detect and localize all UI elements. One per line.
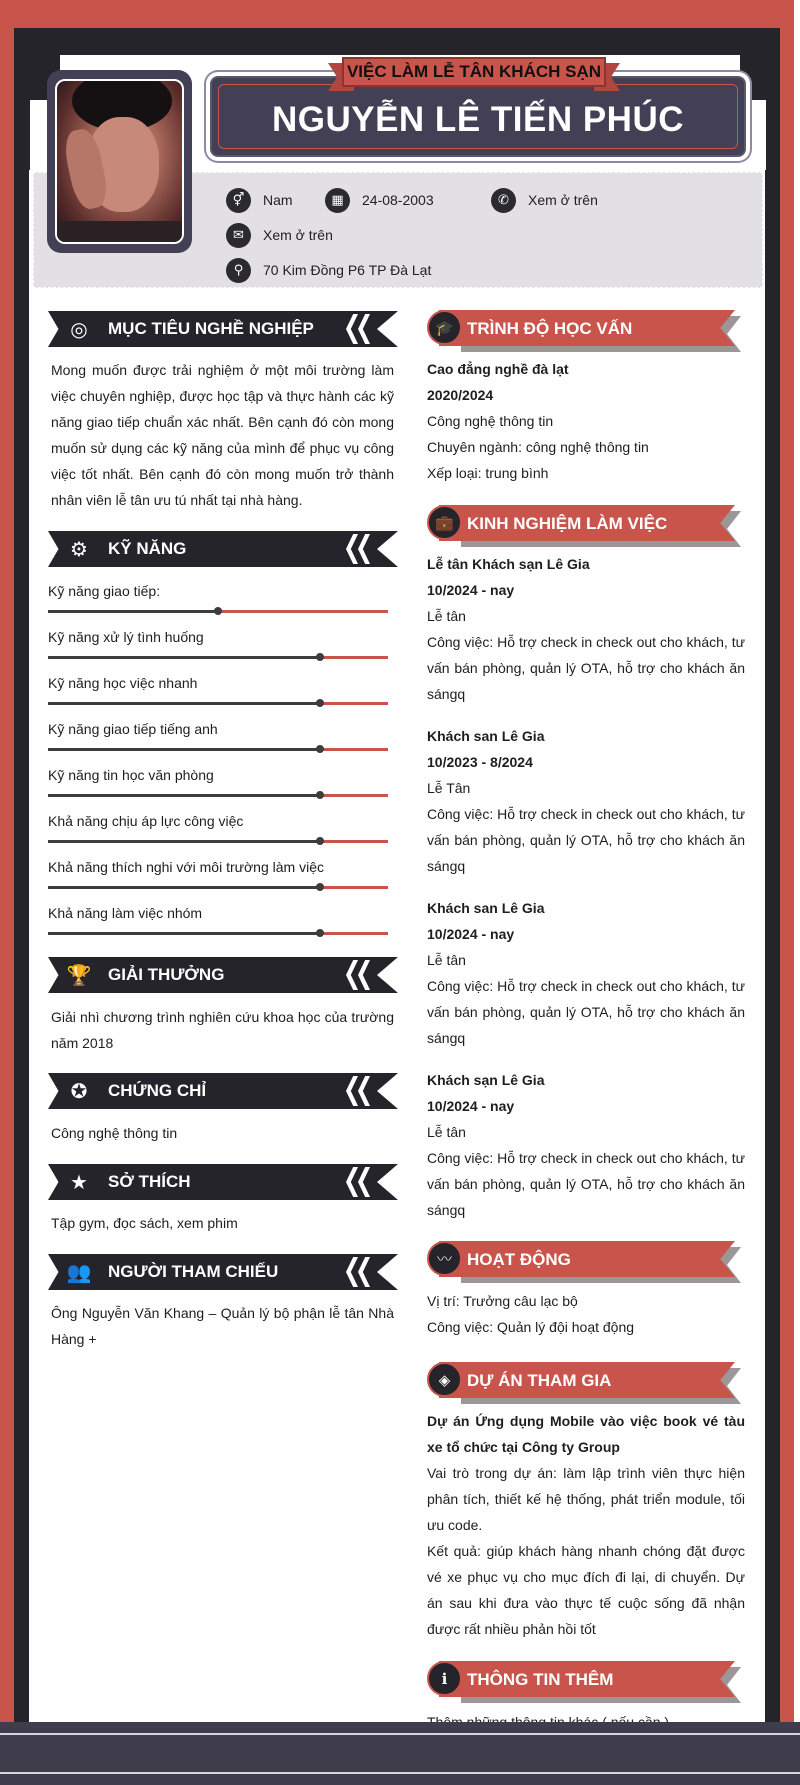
info-email	[226, 222, 333, 248]
briefcase-icon: 💼	[427, 505, 462, 540]
certificates-text: Công nghệ thông tin	[51, 1125, 178, 1141]
activities-position: Vị trí: Trưởng câu lạc bộ	[427, 1293, 578, 1309]
skill-item	[48, 813, 388, 845]
location-icon: ⚲	[226, 258, 251, 283]
skill-item	[48, 859, 388, 891]
gender-icon: ⚥	[226, 188, 251, 213]
section-extra-header	[425, 1659, 741, 1701]
info-gender	[226, 187, 293, 213]
info-phone	[491, 187, 598, 213]
info-dob	[325, 187, 434, 213]
target-icon: ◎	[70, 318, 88, 341]
education-block	[427, 356, 745, 486]
extra-title: THÔNG TIN THÊM	[467, 1670, 614, 1689]
users-icon: 👥	[66, 1261, 92, 1284]
skill-fill	[48, 886, 320, 889]
projects-title: DỰ ÁN THAM GIA	[467, 1371, 612, 1390]
gear-icon: ⚙	[70, 538, 88, 561]
hobbies-title: SỞ THÍCH	[108, 1172, 191, 1191]
avatar	[55, 79, 184, 244]
objective-title: MỤC TIÊU NGHỀ NGHIỆP	[108, 319, 314, 338]
section-objective-header	[48, 311, 398, 347]
section-references-header	[48, 1254, 398, 1290]
experience-title: KINH NGHIỆM LÀM VIỆC	[467, 514, 668, 533]
skill-label: Khả năng làm việc nhóm	[48, 905, 203, 921]
section-awards-header	[48, 957, 398, 993]
experience-role: Lễ tân	[427, 952, 466, 968]
skill-fill	[48, 610, 218, 613]
objective-text: Mong muốn được trải nghiệm ở một môi trường làm việc chuyên nghiệp, được học tập và thực hành các kỹ năng giao tiếp chuẩn xác nhất. Bên cạnh đó còn mong muốn sử dụng các kỹ năng của mình để phục vụ công việc tốt nhất. Bên cạnh đó còn mong muốn trở thành nhân viên lễ tân ưu tú nhất tại nhà hàng.	[51, 362, 394, 508]
medal-icon: ✪	[70, 1080, 88, 1103]
experience-role: Lễ Tân	[427, 780, 471, 796]
skill-label: Kỹ năng học việc nhanh	[48, 675, 198, 691]
experience-item	[427, 895, 745, 1051]
envelope-icon: ✉	[226, 223, 251, 248]
skill-knob	[316, 883, 324, 891]
section-skills-header	[48, 531, 398, 567]
section-projects-header	[425, 1360, 741, 1402]
info-address	[226, 257, 431, 283]
experience-role: Lễ tân	[427, 1124, 466, 1140]
awards-text: Giải nhì chương trình nghiên cứu khoa học của trường năm 2018	[51, 1009, 394, 1051]
skill-knob	[316, 837, 324, 845]
skill-item	[48, 767, 388, 799]
skill-knob	[316, 745, 324, 753]
footer-line	[0, 1772, 800, 1774]
project-role: Vai trò trong dự án: làm lập trình viên thực hiện phân tích, thiết kế hệ thống, phát triển module, tối ưu code.	[427, 1465, 745, 1533]
phone-value: Xem ở trên	[528, 192, 598, 208]
trophy-icon: 🏆	[66, 964, 92, 987]
skill-item	[48, 721, 388, 753]
job-title-ribbon	[328, 57, 620, 93]
skill-item	[48, 583, 388, 615]
education-period: 2020/2024	[427, 387, 494, 403]
experience-desc: Công việc: Hỗ trợ check in check out cho khách, tư vấn bán phòng, quản lý OTA, hỗ trợ cho khách ăn sángq	[427, 806, 745, 874]
hobbies-text: Tập gym, đọc sách, xem phim	[51, 1215, 238, 1231]
experience-role: Lễ tân	[427, 608, 466, 624]
education-school: Cao đẳng nghề đà lạt	[427, 361, 569, 377]
skill-fill	[48, 932, 320, 935]
education-title: TRÌNH ĐỘ HỌC VẤN	[467, 319, 633, 338]
project-result: Kết quả: giúp khách hàng nhanh chóng đặt được vé xe phục vụ cho mục đích đi lại, di chuyển. Dự án sau khi đưa vào thực tế cuộc sống đã nhận được rất nhiều phản hồi tốt	[427, 1543, 745, 1637]
skill-knob	[316, 791, 324, 799]
skill-knob	[316, 699, 324, 707]
job-title: VIỆC LÀM LỄ TÂN KHÁCH SẠN	[342, 57, 606, 87]
skill-fill	[48, 748, 320, 751]
experience-item	[427, 1067, 745, 1223]
education-major: Chuyên ngành: công nghệ thông tin	[427, 439, 649, 455]
activities-title: HOẠT ĐỘNG	[467, 1250, 571, 1269]
pulse-icon: 〰	[427, 1241, 462, 1276]
experience-company: Khách sạn Lê Gia	[427, 1072, 545, 1088]
skill-label: Kỹ năng xử lý tình huống	[48, 629, 204, 645]
education-field: Công nghệ thông tin	[427, 413, 554, 429]
project-name: Dự án Ứng dụng Mobile vào việc book vé tàu xe tổ chức tại Công ty Group	[427, 1413, 745, 1455]
skill-item	[48, 675, 388, 707]
experience-period: 10/2024 - nay	[427, 582, 515, 598]
experience-item	[427, 551, 745, 707]
gender-value: Nam	[263, 192, 293, 208]
projects-block	[427, 1408, 745, 1642]
section-experience-header	[425, 503, 741, 545]
address-value: 70 Kim Đồng P6 TP Đà Lạt	[263, 262, 432, 278]
references-title: NGƯỜI THAM CHIẾU	[108, 1262, 279, 1281]
experience-desc: Công việc: Hỗ trợ check in check out cho khách, tư vấn bán phòng, quản lý OTA, hỗ trợ cho khách ăn sángq	[427, 1150, 745, 1218]
info-icon: ℹ	[427, 1661, 462, 1696]
calendar-icon: ▦	[325, 188, 350, 213]
skill-fill	[48, 702, 320, 705]
section-activities-header	[425, 1239, 741, 1281]
avatar-frame	[47, 70, 192, 253]
activities-work: Công việc: Quản lý đội hoạt động	[427, 1319, 635, 1335]
experience-company: Lễ tân Khách sạn Lê Gia	[427, 556, 590, 572]
skill-knob	[214, 607, 222, 615]
references-text: Ông Nguyễn Văn Khang – Quản lý bộ phận lễ tân Nhà Hàng +	[51, 1305, 394, 1347]
skill-label: Kỹ năng tin học văn phòng	[48, 767, 214, 783]
certificates-title: CHỨNG CHỈ	[108, 1081, 207, 1100]
experience-period: 10/2024 - nay	[427, 926, 515, 942]
section-hobbies-header	[48, 1164, 398, 1200]
layers-icon: ◈	[427, 1362, 462, 1397]
skill-label: Kỹ năng giao tiếp tiếng anh	[48, 721, 218, 737]
skill-knob	[316, 929, 324, 937]
skill-item	[48, 629, 388, 661]
section-education-header	[425, 308, 741, 350]
footer-band	[0, 1722, 800, 1785]
skills-title: KỸ NĂNG	[108, 539, 187, 558]
section-certificates-header	[48, 1073, 398, 1109]
awards-title: GIẢI THƯỞNG	[108, 965, 225, 984]
email-value: Xem ở trên	[263, 227, 333, 243]
experience-company: Khách san Lê Gia	[427, 728, 545, 744]
skill-fill	[48, 840, 320, 843]
footer-line	[0, 1733, 800, 1735]
experience-company: Khách san Lê Gia	[427, 900, 545, 916]
experience-desc: Công việc: Hỗ trợ check in check out cho khách, tư vấn bán phòng, quản lý OTA, hỗ trợ cho khách ăn sángq	[427, 978, 745, 1046]
skill-label: Khả năng thích nghi với môi trường làm việc	[48, 859, 324, 875]
education-grade: Xếp loại: trung bình	[427, 465, 549, 481]
phone-icon: ✆	[491, 188, 516, 213]
skill-item	[48, 905, 388, 937]
experience-period: 10/2023 - 8/2024	[427, 754, 533, 770]
skill-label: Khả năng chịu áp lực công việc	[48, 813, 244, 829]
experience-desc: Công việc: Hỗ trợ check in check out cho khách, tư vấn bán phòng, quản lý OTA, hỗ trợ cho khách ăn sángq	[427, 634, 745, 702]
experience-item	[427, 723, 745, 879]
candidate-name: NGUYỄN LÊ TIẾN PHÚC	[271, 100, 685, 139]
skill-knob	[316, 653, 324, 661]
experience-period: 10/2024 - nay	[427, 1098, 515, 1114]
dob-value: 24-08-2003	[362, 192, 434, 208]
activities-block	[427, 1288, 745, 1340]
skill-fill	[48, 794, 320, 797]
star-icon: ★	[70, 1171, 88, 1194]
skill-label: Kỹ năng giao tiếp:	[48, 583, 161, 599]
skill-fill	[48, 656, 320, 659]
graduation-cap-icon: 🎓	[427, 310, 462, 345]
